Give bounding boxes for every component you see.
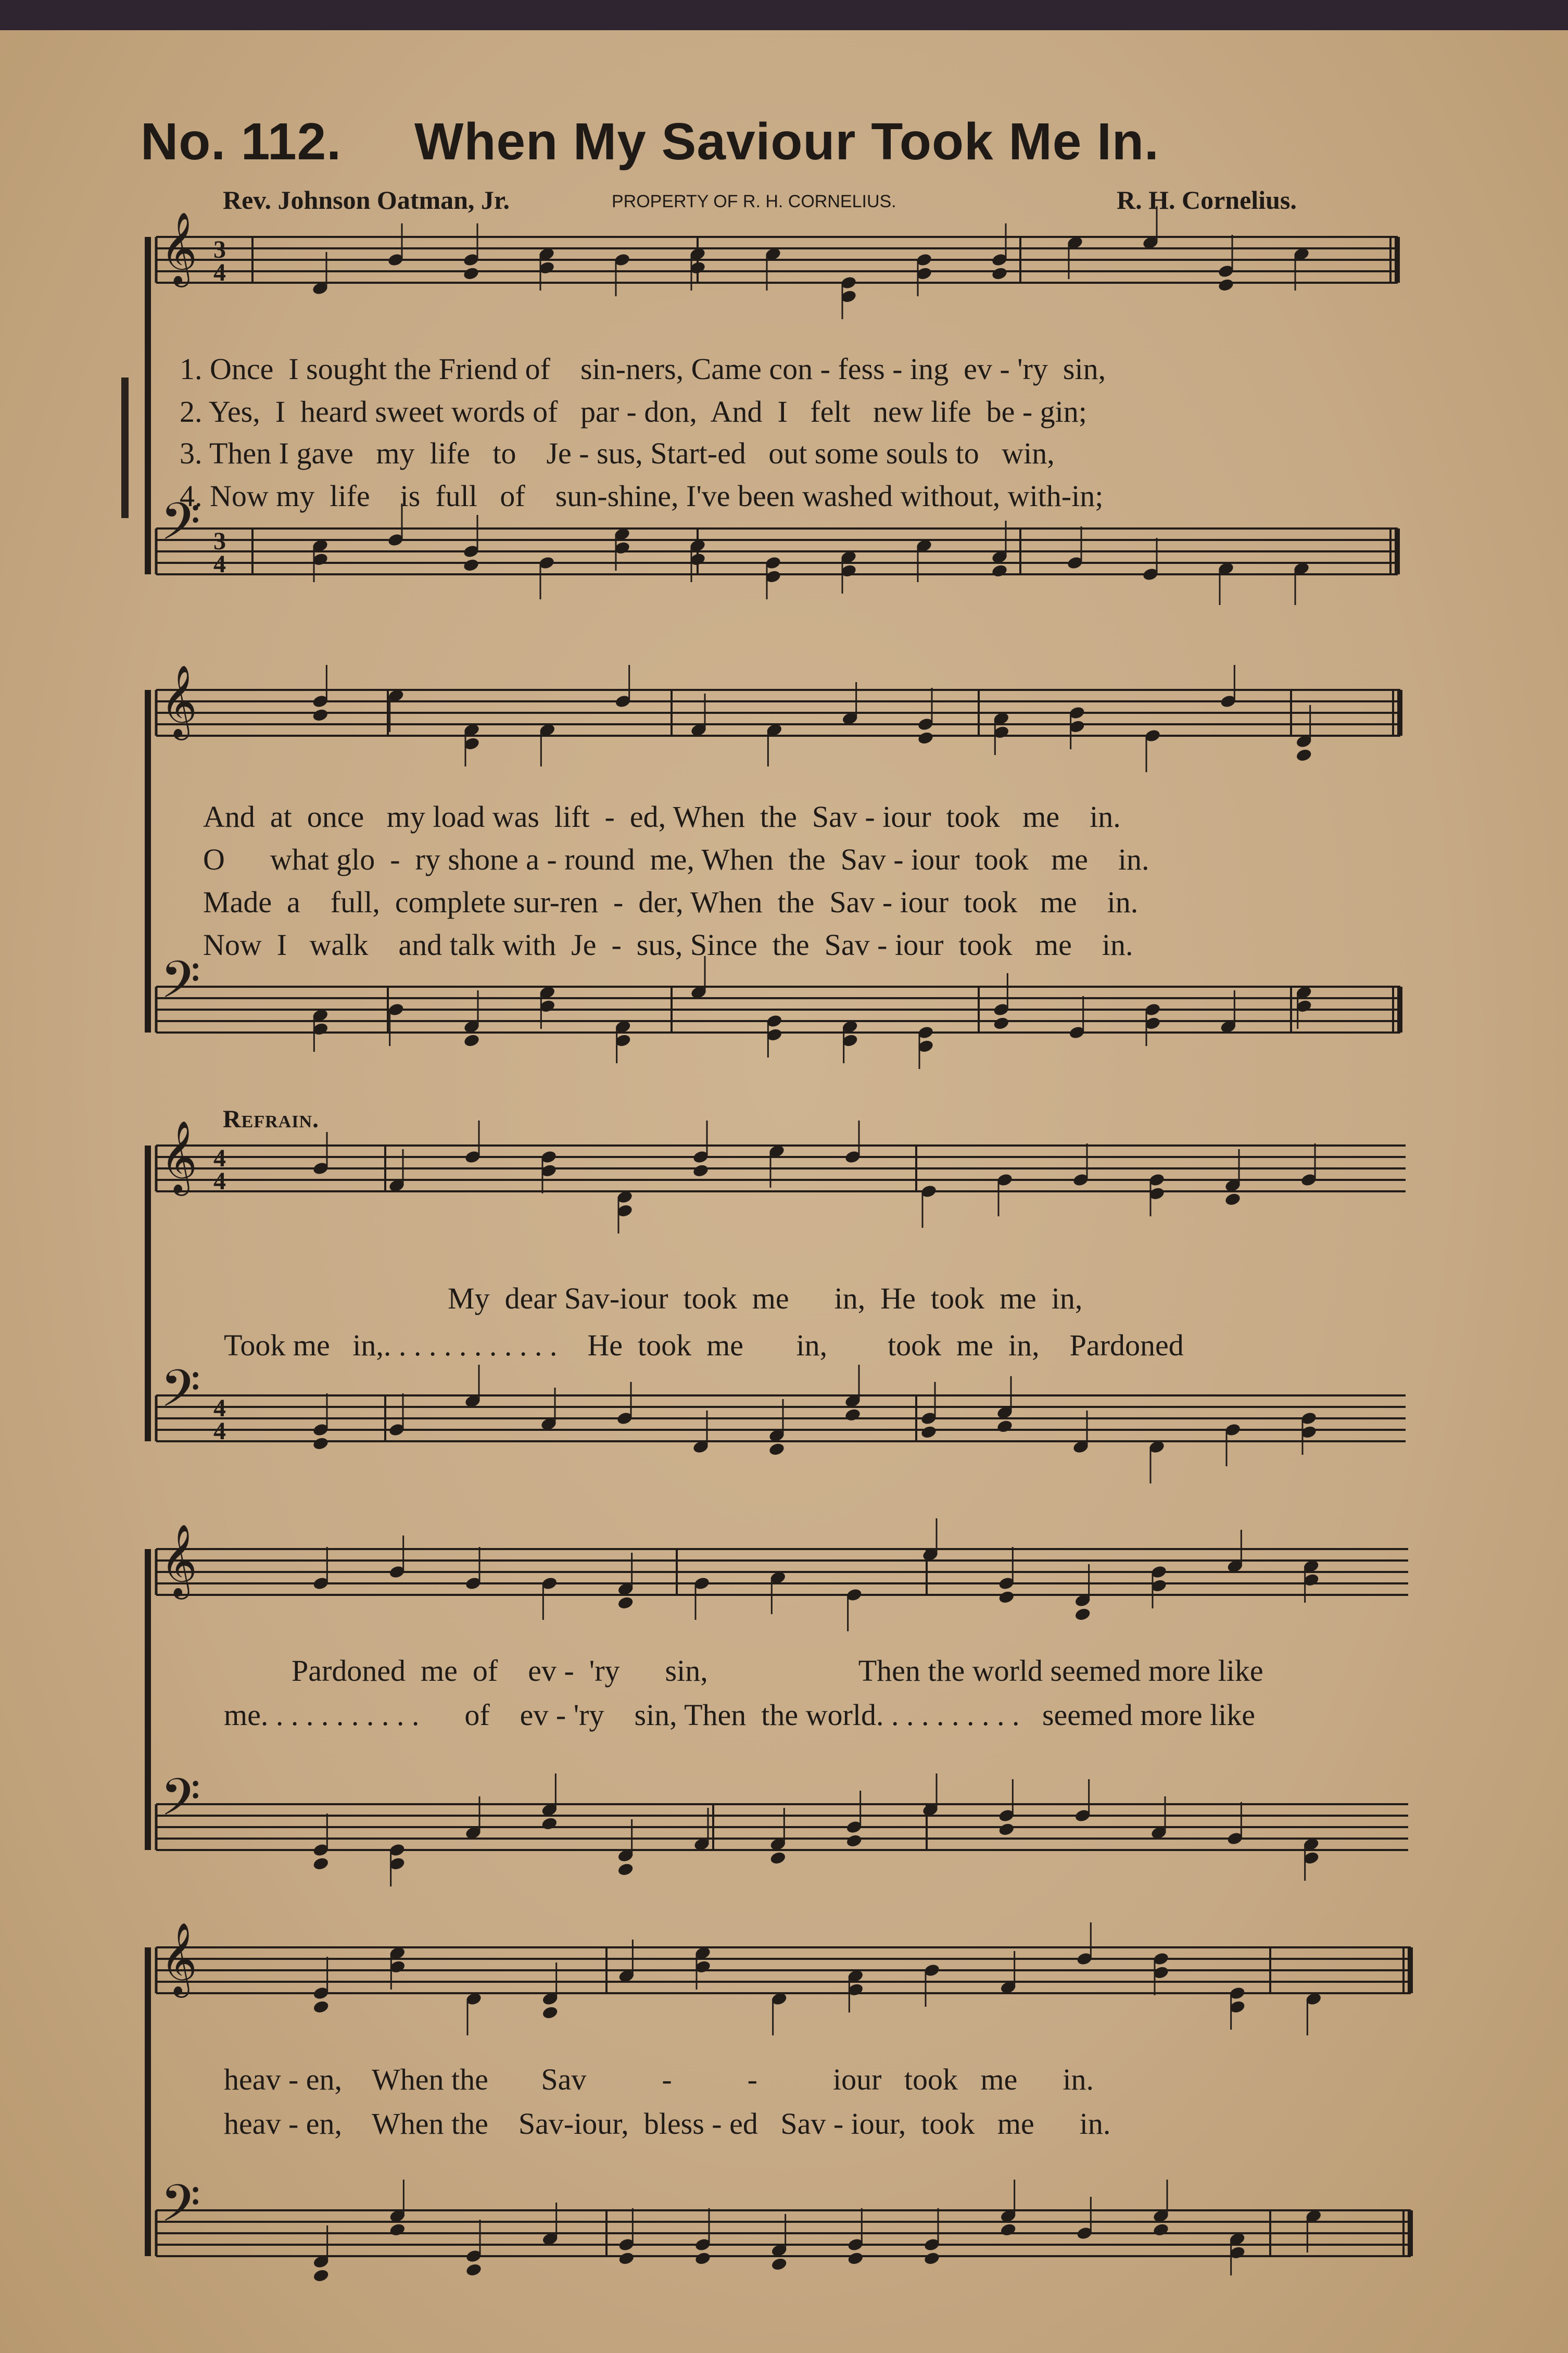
system-5-bass-note-head-lower [618, 2251, 635, 2266]
composer-credit: R. H. Cornelius. [1117, 185, 1297, 215]
system-3-treble-time-top: 4 [213, 1144, 226, 1172]
refrain-line-3-upper: heav - en, When the Sav - - iour took me in. [224, 2062, 1094, 2096]
verse-4-line-a: 4. Now my life is full of sun-shine, I've been washed without, with-in; [180, 479, 1104, 513]
verse-2-line-b: O what glo - ry shone a - round me, When the Sav - iour took me in. [203, 842, 1149, 876]
system-5-bass-clef: 𝄢 [160, 2174, 201, 2246]
system-3-treble-time-bottom: 4 [213, 1167, 226, 1195]
system-5-bass-note-head-lower [923, 2251, 940, 2266]
system-2-bass-note-head-lower [993, 1016, 1010, 1030]
system-5-bass-note-head-lower [1152, 2222, 1169, 2237]
hymn-title: When My Saviour Took Me In. [414, 112, 1159, 171]
verse-3-line-a: 3. Then I gave my life to Je - sus, Start-ed out some souls to win, [180, 436, 1055, 470]
system-2-bass-clef: 𝄢 [160, 950, 201, 1023]
system-1-bass-note-head-lower [991, 563, 1008, 578]
verse-4-line-b: Now I walk and talk with Je - sus, Since the Sav - iour took me in. [203, 928, 1133, 962]
system-4-bass-note-head-lower [541, 1816, 558, 1831]
system-2-treble-end-bar-thick [1397, 690, 1402, 736]
system-5-bass-note-head-lower [465, 2262, 482, 2277]
system-5-bass-note-head-lower [1000, 2222, 1017, 2237]
system-1-bass-clef: 𝄢 [160, 492, 201, 564]
system-4-treble-note-head-lower [1074, 1607, 1091, 1621]
system-3-brace [145, 1146, 151, 1441]
system-4-bass-note-head-lower [617, 1862, 634, 1877]
system-2-treble-note-head-lower [1295, 748, 1312, 762]
verse-1-line-a: 1. Once I sought the Friend of sin-ners, Came con - fess - ing ev - 'ry sin, [180, 352, 1106, 386]
system-5-bass-note-head-lower [847, 2251, 864, 2266]
system-5-bass-note-head-lower [389, 2222, 406, 2237]
refrain-label: Refrain. [223, 1105, 320, 1133]
hymn-number: No. 112. [141, 112, 342, 171]
system-3-treble-note-head-lower [692, 1163, 709, 1178]
system-1-treble-time-bottom: 4 [213, 259, 226, 286]
system-4-bass-note-head-lower [769, 1851, 787, 1865]
system-3-bass-clef: 𝄢 [160, 1359, 201, 1431]
system-1-treble-note-head-lower [1217, 278, 1234, 292]
system-5-bass-note-head-lower [770, 2257, 788, 2271]
system-3-bass-note-head-lower [768, 1442, 785, 1456]
system-1-bass-end-bar-thick [1395, 529, 1400, 574]
system-2-treble-clef: 𝄞 [160, 665, 197, 737]
refrain-line-2-upper: Pardoned me of ev - 'ry sin, Then the world seemed more like [292, 1654, 1263, 1688]
refrain-line-1-lower: Took me in,. . . . . . . . . . . . He took me in, took me in, Pardoned [224, 1328, 1184, 1362]
system-5-brace [145, 1947, 151, 2256]
system-1-treble-end-bar-thick [1395, 237, 1400, 283]
system-1-treble-note-head-lower [462, 266, 479, 281]
system-4-bass-note-head-lower [845, 1833, 863, 1848]
system-3-bass-note-head-lower [996, 1419, 1013, 1433]
system-3-bass-time-bottom: 4 [213, 1417, 226, 1445]
property-note: PROPERTY OF R. H. CORNELIUS. [612, 192, 896, 211]
system-3-bass-note-head-lower [920, 1425, 937, 1439]
system-3-bass-note-head-lower [844, 1407, 861, 1422]
system-4-bass-note-head-lower [312, 1856, 330, 1871]
system-1-treble-time-top: 3 [213, 236, 226, 263]
system-2-brace [145, 690, 151, 1033]
system-5-treble-note-head-lower [312, 1999, 330, 2014]
system-4-bass-note-head-lower [998, 1822, 1015, 1836]
system-1-bass-note-head-lower [462, 558, 479, 572]
system-2-treble-note-head-lower [312, 708, 329, 722]
system-1-bass-time-top: 3 [213, 527, 226, 555]
system-5-bass-note-head-lower [312, 2268, 330, 2283]
system-5-bass-note-head-lower [694, 2251, 711, 2266]
system-3-treble-clef: 𝄞 [160, 1121, 197, 1193]
system-1-bass-time-bottom: 4 [213, 550, 226, 578]
system-4-brace [145, 1549, 151, 1850]
verse-2-line-a: 2. Yes, I heard sweet words of par - don, And I felt new life be - gin; [180, 395, 1087, 429]
system-2-bass-end-bar-thick [1397, 987, 1402, 1033]
system-5-treble-note-head-lower [541, 2005, 559, 2020]
system-3-bass-note-head-lower [312, 1436, 329, 1451]
system-4-bass-clef: 𝄢 [160, 1768, 201, 1840]
system-4-treble-clef: 𝄞 [160, 1524, 197, 1596]
verse-3-line-b: Made a full, complete sur-ren - der, When the Sav - iour took me in. [203, 885, 1139, 919]
refrain-line-1-upper: My dear Sav-iour took me in, He took me in, [448, 1281, 1083, 1315]
system-2-treble-note-head-lower [917, 731, 934, 745]
system-5-treble-end-bar-thick [1408, 1947, 1413, 1993]
system-1-brace [145, 237, 151, 574]
system-1-treble-note-head-lower [991, 266, 1008, 281]
lyricist-credit: Rev. Johnson Oatman, Jr. [223, 185, 510, 215]
system-4-treble-note-head-lower [617, 1595, 634, 1610]
refrain-line-3-lower: heav - en, When the Sav-iour, bless - ed Sav - iour, took me in. [224, 2107, 1111, 2141]
refrain-line-2-lower: me. . . . . . . . . . . of ev - 'ry sin, Then the world. . . . . . . . . . seemed more like [224, 1698, 1256, 1732]
system-3-bass-time-top: 4 [213, 1394, 226, 1422]
system-5-treble-clef: 𝄞 [160, 1922, 197, 1995]
system-5-bass-end-bar-thick [1408, 2210, 1413, 2256]
system-3-treble-note-head-lower [1224, 1192, 1241, 1206]
system-4-treble-note-head-lower [998, 1590, 1015, 1604]
system-2-bass-note-head-lower [463, 1033, 480, 1048]
system-1-treble-clef: 𝄞 [160, 212, 197, 284]
verse-1-line-b: And at once my load was lift - ed, When the Sav - iour took me in. [203, 800, 1121, 834]
